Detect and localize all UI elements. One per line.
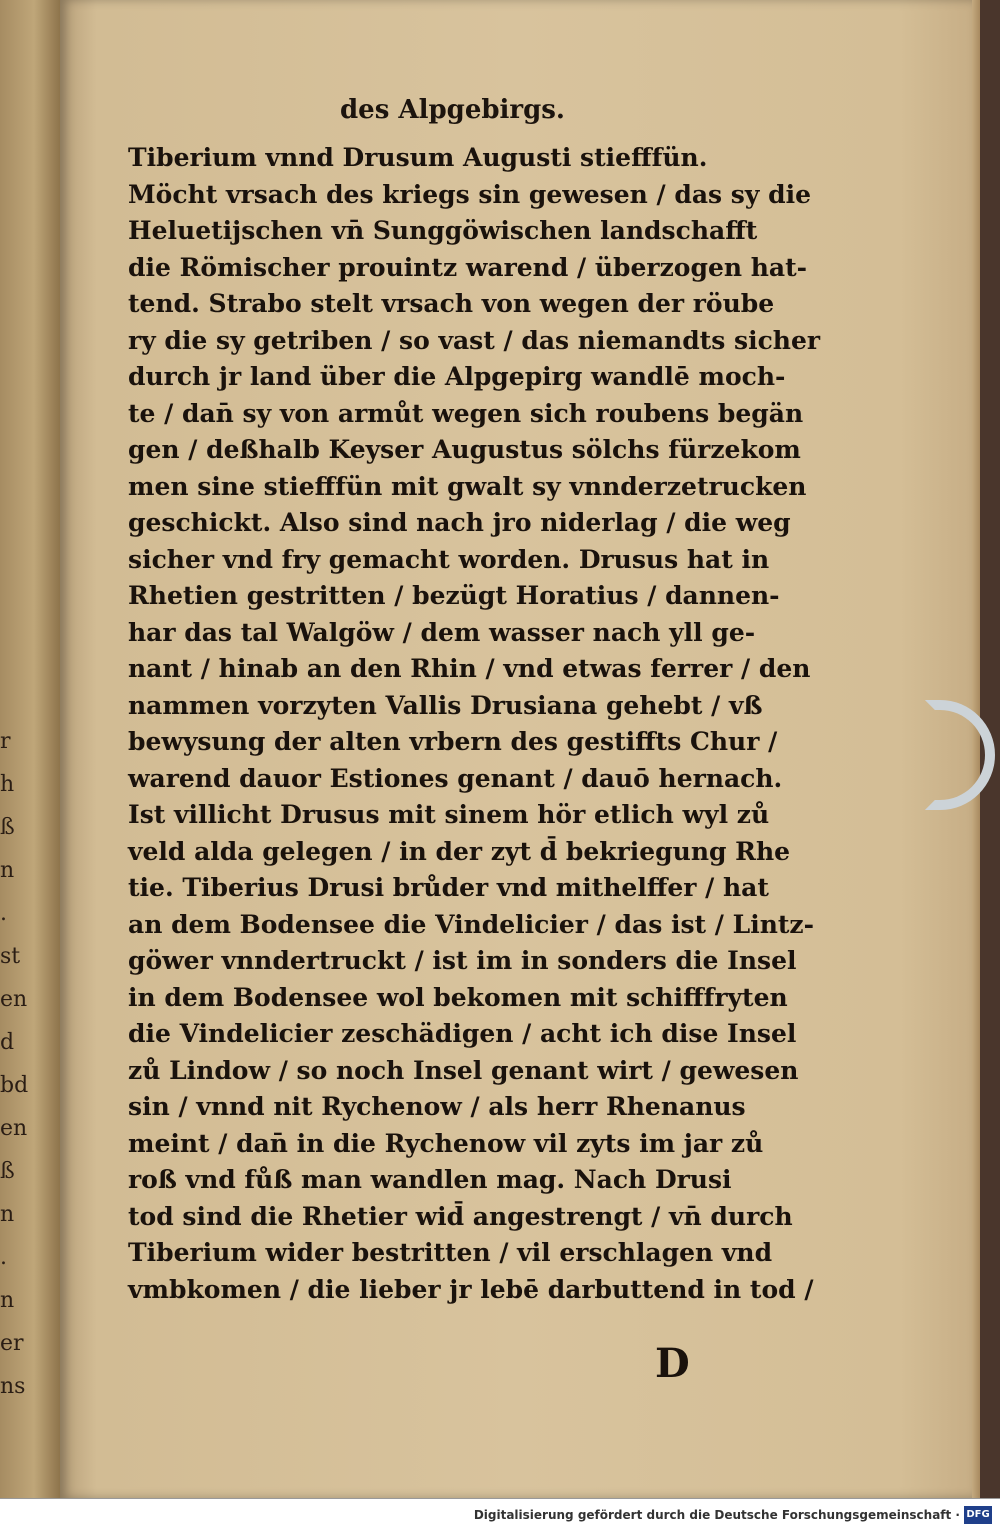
text-line: an dem Bodensee die Vindelicier / das ist / Lintz- bbox=[128, 909, 814, 939]
text-line: nant / hinab an den Rhin / vnd etwas ferrer / den bbox=[128, 654, 811, 683]
text-line: har das tal Walgöw / dem wasser nach yll ge- bbox=[128, 617, 756, 647]
text-line: durch jr land über die Alpgepirg wandlē moch- bbox=[128, 362, 786, 391]
text-line: te / dan̄ sy von armůt wegen sich roubens begän bbox=[128, 398, 804, 428]
text-line: tod sind die Rhetier wid̄ angestrengt / vn̄ durch bbox=[128, 1201, 793, 1231]
running-head: des Alpgebirgs. bbox=[340, 95, 565, 125]
text-line: warend dauor Estiones genant / dauō hernach. bbox=[128, 763, 783, 793]
text-line: tend. Strabo stelt vrsach von wegen der röube bbox=[128, 289, 775, 318]
text-line: Ist villicht Drusus mit sinem hör etlich wyl zů bbox=[128, 800, 770, 829]
dfg-logo: DFG bbox=[964, 1506, 992, 1524]
text-line: tie. Tiberius Drusi brůder vnd mithelffer / hat bbox=[128, 873, 769, 902]
text-line: die Römischer prouintz warend / überzogen hat- bbox=[128, 252, 808, 282]
text-line: ry die sy getriben / so vast / das niemandts sicher bbox=[128, 325, 821, 355]
text-line: Heluetijschen vn̄ Sunggöwischen landschafft bbox=[128, 216, 758, 245]
footer-bar bbox=[0, 1498, 1000, 1532]
text-line: die Vindelicier zeschädigen / acht ich dise Insel bbox=[128, 1019, 797, 1048]
text-line: Rhetien gestritten / bezügt Horatius / dannen- bbox=[128, 581, 780, 610]
text-line: nammen vorzyten Vallis Drusiana gehebt / vß bbox=[128, 690, 763, 720]
text-line: gen / deßhalb Keyser Augustus sölchs fürzekom bbox=[128, 435, 801, 464]
text-line: in dem Bodensee wol bekomen mit schifffryten bbox=[128, 982, 788, 1012]
funding-credit: Digitalisierung gefördert durch die Deutsche Forschungsgemeinschaft · bbox=[473, 1508, 960, 1522]
catchword: D bbox=[655, 1340, 690, 1387]
text-line: veld alda gelegen / in der zyt d̄ bekriegung Rhe bbox=[128, 836, 791, 866]
text-line: roß vnd fůß man wandlen mag. Nach Drusi bbox=[128, 1165, 732, 1194]
left-page-margin-text: r h ß n . st en d bd en ß n . n er ns bbox=[0, 729, 29, 1399]
text-line: Möcht vrsach des kriegs sin gewesen / das sy die bbox=[128, 179, 811, 209]
text-line: Tiberium vnnd Drusum Augusti stiefffün. bbox=[128, 143, 708, 172]
left-page-edge bbox=[0, 0, 62, 1498]
text-line: men sine stiefffün mit gwalt sy vnnderzetrucken bbox=[128, 471, 807, 501]
text-line: göwer vnndertruckt / ist im in sonders die Insel bbox=[128, 946, 797, 975]
text-line: vmbkomen / die lieber jr lebē darbuttend in tod / bbox=[128, 1274, 814, 1304]
text-line: sin / vnnd nit Rychenow / als herr Rhenanus bbox=[128, 1092, 746, 1121]
body-text bbox=[128, 140, 821, 1308]
text-line: zů Lindow / so noch Insel genant wirt / gewesen bbox=[128, 1055, 799, 1085]
text-line: Tiberium wider bestritten / vil erschlagen vnd bbox=[128, 1238, 773, 1267]
text-line: bewysung der alten vrbern des gestiffts Chur / bbox=[128, 727, 778, 756]
text-line: meint / dan̄ in die Rychenow vil zyts im jar zů bbox=[128, 1128, 764, 1158]
text-line: geschickt. Also sind nach jro niderlag / die weg bbox=[128, 508, 791, 537]
text-line: sicher vnd fry gemacht worden. Drusus hat in bbox=[128, 544, 770, 574]
